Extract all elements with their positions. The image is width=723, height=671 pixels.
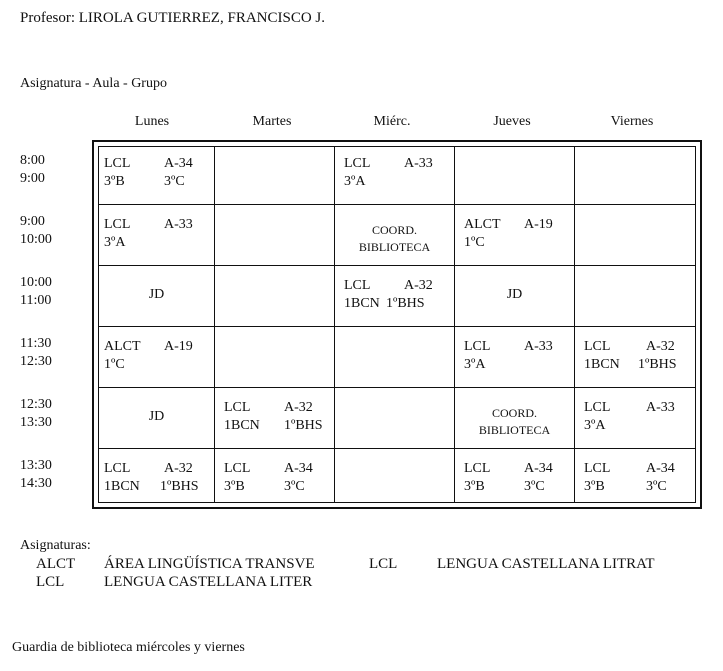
cell-r2-mon: JD (148, 287, 165, 302)
cell-r5-fri: LCL A-34 3ºB 3ºC (584, 461, 675, 494)
cell-r3-thu: LCL A-33 3ºA (464, 339, 553, 372)
cell-r1-wed: COORD. BIBLIOTECA (358, 223, 431, 254)
legend-code-alct: ALCT (36, 556, 76, 572)
cell-r0-mon: LCL A-34 3ºB 3ºC (104, 156, 193, 189)
cell-r2-wed: LCL A-32 1BCN 1ºBHS (344, 278, 433, 311)
cell-r5-tue: LCL A-34 3ºB 3ºC (224, 461, 313, 494)
legend-code-lcl-1: LCL (369, 556, 398, 572)
cell-r0-wed: LCL A-33 3ºA (344, 156, 433, 189)
cell-r4-tue: LCL A-32 1BCN 1ºBHS (224, 400, 323, 433)
time-slot-2: 9:00 10:00 (20, 214, 52, 247)
day-header-monday: Lunes (134, 114, 170, 129)
footer-note: Guardia de biblioteca miércoles y viernes (12, 640, 245, 655)
professor-name: Profesor: LIROLA GUTIERREZ, FRANCISCO J. (20, 10, 326, 26)
cell-r3-fri: LCL A-32 1BCN 1ºBHS (584, 339, 677, 372)
schedule-grid (92, 140, 702, 509)
legend-code-lcl-2: LCL (36, 574, 65, 590)
cell-r5-mon: LCL A-32 1BCN 1ºBHS (104, 461, 199, 494)
day-header-tuesday: Martes (252, 114, 292, 129)
time-slot-3: 10:00 11:00 (20, 275, 52, 308)
legend-name-alct: ÁREA LINGÜÍSTICA TRANSVE (104, 556, 315, 572)
cell-r4-fri: LCL A-33 3ºA (584, 400, 675, 433)
section-title: Asignatura - Aula - Grupo (20, 76, 167, 91)
day-header-thursday: Jueves (493, 114, 531, 129)
legend-name-lcl-1: LENGUA CASTELLANA LITRAT (437, 556, 655, 572)
cell-r1-thu: ALCT A-19 1ºC (464, 217, 553, 250)
cell-r4-thu: COORD. BIBLIOTECA (478, 406, 551, 437)
time-slot-1: 8:00 9:00 (20, 153, 45, 186)
cell-r3-mon: ALCT A-19 1ºC (104, 339, 193, 372)
legend-name-lcl-2: LENGUA CASTELLANA LITER (104, 574, 313, 590)
legend-title: Asignaturas: (20, 538, 91, 553)
cell-r1-mon: LCL A-33 3ºA (104, 217, 193, 250)
day-header-wednesday: Miérc. (373, 114, 411, 129)
cell-r5-thu: LCL A-34 3ºB 3ºC (464, 461, 553, 494)
time-slot-4: 11:30 12:30 (20, 336, 52, 369)
cell-r2-thu: JD (506, 287, 523, 302)
time-slot-5: 12:30 13:30 (20, 397, 52, 430)
day-header-friday: Viernes (610, 114, 654, 129)
cell-r4-mon: JD (148, 409, 165, 424)
time-slot-6: 13:30 14:30 (20, 458, 52, 491)
